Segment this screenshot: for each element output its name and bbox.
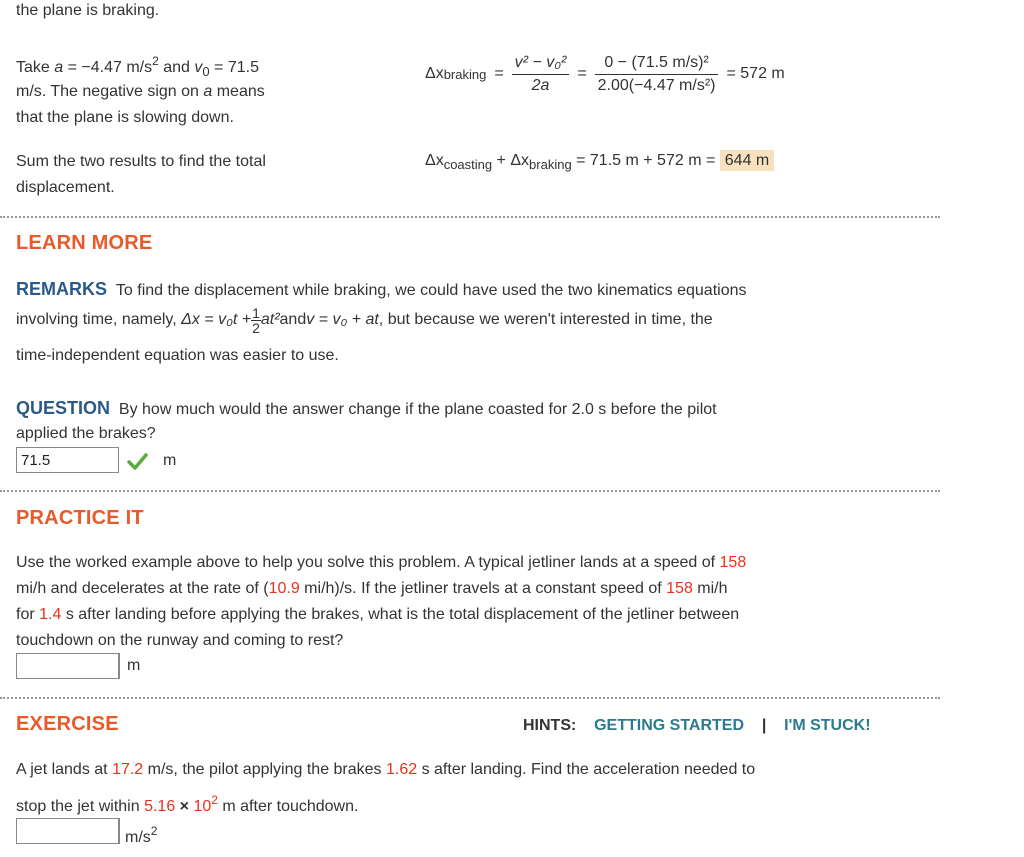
exercise-unit-text: m/s xyxy=(125,829,151,846)
divider xyxy=(0,216,940,218)
im-stuck-link[interactable]: I'M STUCK! xyxy=(784,717,871,734)
delta-x-braking: Δx xyxy=(510,152,530,169)
jet-speed-value: 17.2 xyxy=(112,761,144,778)
distance-base: 10 xyxy=(193,798,212,815)
plus-sign: + xyxy=(492,152,511,169)
practice-answer-input[interactable] xyxy=(16,653,119,679)
step1-line2 xyxy=(16,79,265,105)
practice-text1: Use the worked example above to help you solve this problem. A typical jetliner lands at a speed of xyxy=(16,554,720,571)
distance-exponent: 2 xyxy=(211,793,218,807)
fraction1-numerator: v² − v₀² xyxy=(512,52,570,75)
and-word: and xyxy=(279,311,307,328)
fraction2-denominator: 2.00(−4.47 m/s²) xyxy=(597,76,716,94)
braking-subscript-2: braking xyxy=(529,157,572,172)
brake-delay-value: 1.62 xyxy=(386,761,418,778)
delta-x-coasting: Δx xyxy=(425,152,444,169)
cut-off-text: the plane is braking. xyxy=(16,2,160,19)
hints-separator: | xyxy=(761,717,767,734)
half-fraction xyxy=(251,306,261,335)
learn-more-heading: LEARN MORE xyxy=(16,232,153,254)
deceleration-value: 10.9 xyxy=(268,580,300,597)
practice-text2a: mi/h and decelerates at the rate of ( xyxy=(16,580,269,597)
distance-mantissa: 5.16 xyxy=(144,798,176,815)
v0-subscript: 0 xyxy=(202,64,210,79)
remarks-line3: time-independent equation was easier to use. xyxy=(16,347,339,364)
step1-line2-text: m/s. The negative sign on xyxy=(16,83,204,100)
exercise-unit xyxy=(119,818,157,844)
remarks-text2a: involving time, namely, xyxy=(16,311,177,328)
remarks-text2b: , but because we weren't interested in time, the xyxy=(378,311,713,328)
constant-speed-value: 158 xyxy=(666,580,693,597)
practice-line2 xyxy=(16,576,728,602)
braking-equation xyxy=(425,44,785,104)
a-exponent: 2 xyxy=(152,54,159,68)
a-symbol-2: a xyxy=(203,83,213,100)
question-label: QUESTION xyxy=(16,398,111,418)
at-squared: at² xyxy=(260,311,280,328)
checkmark-icon xyxy=(126,450,148,472)
question-answer-input[interactable] xyxy=(16,447,119,473)
getting-started-link[interactable]: GETTING STARTED xyxy=(594,717,745,734)
highlighted-answer: 644 m xyxy=(720,150,774,171)
question-line1 xyxy=(16,395,717,423)
v0-symbol: v xyxy=(194,59,203,76)
practice-text2c: mi/h xyxy=(692,580,728,597)
practice-text3b: s after landing before applying the brakes, what is the total displacement of the jetliner between xyxy=(61,606,740,623)
divider-3 xyxy=(0,697,940,699)
half-numerator: 1 xyxy=(252,304,260,321)
kinematic-fraction xyxy=(512,52,570,97)
practice-heading: PRACTICE IT xyxy=(16,507,144,529)
exercise-text1b: m/s, the pilot applying the brakes xyxy=(143,761,386,778)
step1-line2-end: means xyxy=(212,83,265,100)
displacement-equation: Δx = v₀t + xyxy=(181,311,252,328)
practice-line4: touchdown on the runway and coming to rest? xyxy=(16,632,344,649)
practice-line1 xyxy=(16,550,746,576)
remarks-line2 xyxy=(16,300,713,340)
braking-subscript: braking xyxy=(443,66,487,82)
total-equation xyxy=(425,148,774,178)
hints-bar xyxy=(523,716,871,736)
exercise-heading: EXERCISE xyxy=(16,713,119,735)
landing-speed-value: 158 xyxy=(719,554,747,571)
question-text1: By how much would the answer change if the plane coasted for 2.0 s before the pilot xyxy=(118,401,717,418)
and-text: and xyxy=(158,59,195,76)
fraction1-denominator: 2a xyxy=(531,76,550,94)
exercise-text1c: s after landing. Find the acceleration needed to xyxy=(417,761,756,778)
exercise-unit-exponent: 2 xyxy=(150,824,158,838)
coast-time-value: 1.4 xyxy=(39,606,62,623)
braking-result: = 572 m xyxy=(726,65,785,82)
step2-line1: Sum the two results to find the total xyxy=(16,153,266,170)
exercise-answer-input[interactable] xyxy=(16,818,119,844)
a-symbol: a xyxy=(54,59,64,76)
step1-line3: that the plane is slowing down. xyxy=(16,109,234,126)
a-value: = −4.47 m/s xyxy=(63,59,153,76)
hints-label: HINTS: xyxy=(523,717,577,734)
step2-line2: displacement. xyxy=(16,179,115,196)
exercise-text2a: stop the jet within xyxy=(16,798,145,815)
question-unit: m xyxy=(163,452,177,469)
fraction2-numerator: 0 − (71.5 m/s)² xyxy=(595,52,719,75)
exercise-line1 xyxy=(16,757,755,783)
exercise-line2 xyxy=(16,787,358,820)
times-sign: × xyxy=(175,798,194,815)
divider-2 xyxy=(0,490,940,492)
equals-sign: = xyxy=(494,65,504,82)
practice-line3 xyxy=(16,602,739,628)
step1-prefix: Take xyxy=(16,59,55,76)
remarks-text1: To find the displacement while braking, we could have used the two kinematics equations xyxy=(115,282,747,299)
practice-unit: m xyxy=(119,653,140,679)
v0-value: = 71.5 xyxy=(209,59,259,76)
coasting-subscript: coasting xyxy=(443,157,493,172)
total-sum: = 71.5 m + 572 m = xyxy=(571,152,720,169)
delta-x-symbol: Δx xyxy=(425,65,444,82)
half-denominator: 2 xyxy=(252,319,260,336)
exercise-text2b: m after touchdown. xyxy=(217,798,359,815)
equals-sign-2: = xyxy=(577,65,587,82)
velocity-equation: v = v₀ + at xyxy=(306,311,379,328)
practice-text3a: for xyxy=(16,606,40,623)
practice-text2b: mi/h)/s. If the jetliner travels at a constant speed of xyxy=(299,580,667,597)
numeric-fraction xyxy=(595,52,719,97)
remarks-label: REMARKS xyxy=(16,279,108,299)
question-line2: applied the brakes? xyxy=(16,425,156,442)
exercise-text1a: A jet lands at xyxy=(16,761,113,778)
